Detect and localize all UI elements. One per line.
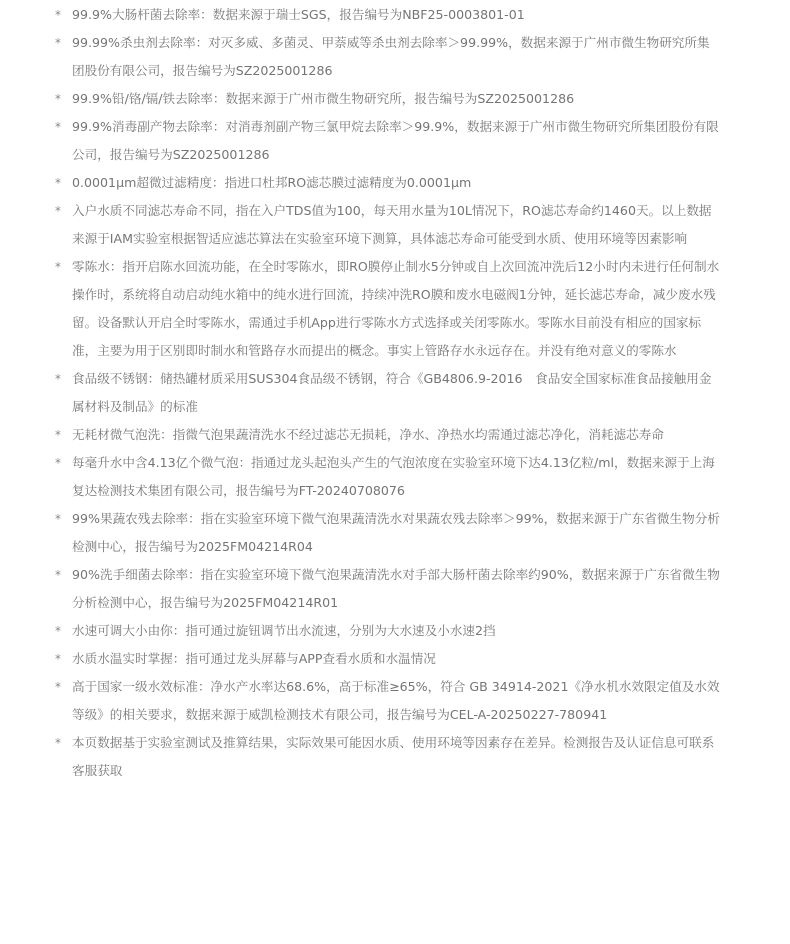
footnote-item xyxy=(0,729,721,785)
footnote-text: 99.9%大肠杆菌去除率：数据来源于瑞士SGS，报告编号为NBF25-0003801-01 xyxy=(72,7,525,22)
footnote-item xyxy=(0,645,721,673)
footnote-item xyxy=(0,85,721,113)
footnote-item xyxy=(0,197,721,253)
bullet-star-icon: * xyxy=(55,260,61,274)
bullet-star-icon: * xyxy=(55,428,61,442)
footnote-text: 90%洗手细菌去除率：指在实验室环境下微气泡果蔬清洗水对手部大肠杆菌去除率约90%，数据来源于广东省微生物分析检测中心，报告编号为2025FM04214R01 xyxy=(72,567,720,610)
footnote-item xyxy=(0,673,721,729)
footnote-list xyxy=(0,1,790,785)
footnote-text: 水速可调大小由你：指可通过旋钮调节出水流速，分别为大水速及小水速2挡 xyxy=(72,623,496,638)
footnote-text: 无耗材微气泡洗：指微气泡果蔬清洗水不经过滤芯无损耗，净水、净热水均需通过滤芯净化，消耗滤芯寿命 xyxy=(72,427,664,442)
footnote-text: 99.9%铅/铬/镉/铁去除率：数据来源于广州市微生物研究所，报告编号为SZ2025001286 xyxy=(72,91,575,106)
footnote-text: 入户水质不同滤芯寿命不同，指在入户TDS值为100，每天用水量为10L情况下，RO滤芯寿命约1460天。以上数据来源于IAM实验室根据智适应滤芯算法在实验室环境下测算，具体滤芯寿命可能受到水质、使用环境等因素影响 xyxy=(72,203,712,246)
footnote-item xyxy=(0,505,721,561)
footnote-item xyxy=(0,169,721,197)
footnote-text: 99%果蔬农残去除率：指在实验室环境下微气泡果蔬清洗水对果蔬农残去除率＞99%，数据来源于广东省微生物分析检测中心，报告编号为2025FM04214R04 xyxy=(72,511,720,554)
bullet-star-icon: * xyxy=(55,568,61,582)
footnote-text: 高于国家一级水效标准：净水产水率达68.6%，高于标准≥65%，符合 GB 34914-2021《净水机水效限定值及水效等级》的相关要求，数据来源于威凯检测技术有限公司，报告编号为CEL-A-20250227-780941 xyxy=(72,679,720,722)
footnote-item xyxy=(0,253,721,365)
footnote-item xyxy=(0,113,721,169)
footnote-text: 每毫升水中含4.13亿个微气泡：指通过龙头起泡头产生的气泡浓度在实验室环境下达4.13亿粒/ml，数据来源于上海复达检测技术集团有限公司，报告编号为FT-20240708076 xyxy=(72,455,715,498)
footnote-item xyxy=(0,29,721,85)
footnote-text: 水质水温实时掌握：指可通过龙头屏幕与APP查看水质和水温情况 xyxy=(72,651,436,666)
footnote-item xyxy=(0,449,721,505)
footnote-item xyxy=(0,1,721,29)
bullet-star-icon: * xyxy=(55,736,61,750)
bullet-star-icon: * xyxy=(55,36,61,50)
bullet-star-icon: * xyxy=(55,372,61,386)
bullet-star-icon: * xyxy=(55,204,61,218)
bullet-star-icon: * xyxy=(55,680,61,694)
footnote-item xyxy=(0,365,721,421)
footnote-text: 食品级不锈钢：储热罐材质采用SUS304食品级不锈钢，符合《GB4806.9-2016 食品安全国家标准食品接触用金属材料及制品》的标准 xyxy=(72,371,712,414)
bullet-star-icon: * xyxy=(55,624,61,638)
footnote-text: 0.0001μm超微过滤精度：指进口杜邦RO滤芯膜过滤精度为0.0001μm xyxy=(72,175,472,190)
footnote-text: 零陈水：指开启陈水回流功能，在全时零陈水，即RO膜停止制水5分钟或自上次回流冲洗后12小时内未进行任何制水操作时，系统将自动启动纯水箱中的纯水进行回流，持续冲洗RO膜和废水电磁阀1分钟，延长滤芯寿命，减少废水残留。设备默认开启全时零陈水，需通过手机App进行零陈水方式选择或关闭零陈水。零陈水目前没有相应的国家标准，主要为用于区别即时制水和管路存水而提出的概念。事实上管路存水永远存在。并没有绝对意义的零陈水 xyxy=(72,259,720,358)
footnote-text: 99.9%消毒副产物去除率：对消毒剂副产物三氯甲烷去除率＞99.9%，数据来源于广州市微生物研究所集团股份有限公司，报告编号为SZ2025001286 xyxy=(72,119,719,162)
bullet-star-icon: * xyxy=(55,92,61,106)
bullet-star-icon: * xyxy=(55,512,61,526)
bullet-star-icon: * xyxy=(55,120,61,134)
bullet-star-icon: * xyxy=(55,652,61,666)
footnote-text: 本页数据基于实验室测试及推算结果，实际效果可能因水质、使用环境等因素存在差异。检测报告及认证信息可联系客服获取 xyxy=(72,735,715,778)
footnote-item xyxy=(0,617,721,645)
footnote-text: 99.99%杀虫剂去除率：对灭多威、多菌灵、甲萘威等杀虫剂去除率＞99.99%，数据来源于广州市微生物研究所集团股份有限公司，报告编号为SZ2025001286 xyxy=(72,35,710,78)
bullet-star-icon: * xyxy=(55,176,61,190)
footnote-item xyxy=(0,561,721,617)
footnote-item xyxy=(0,421,721,449)
bullet-star-icon: * xyxy=(55,456,61,470)
bullet-star-icon: * xyxy=(55,8,61,22)
